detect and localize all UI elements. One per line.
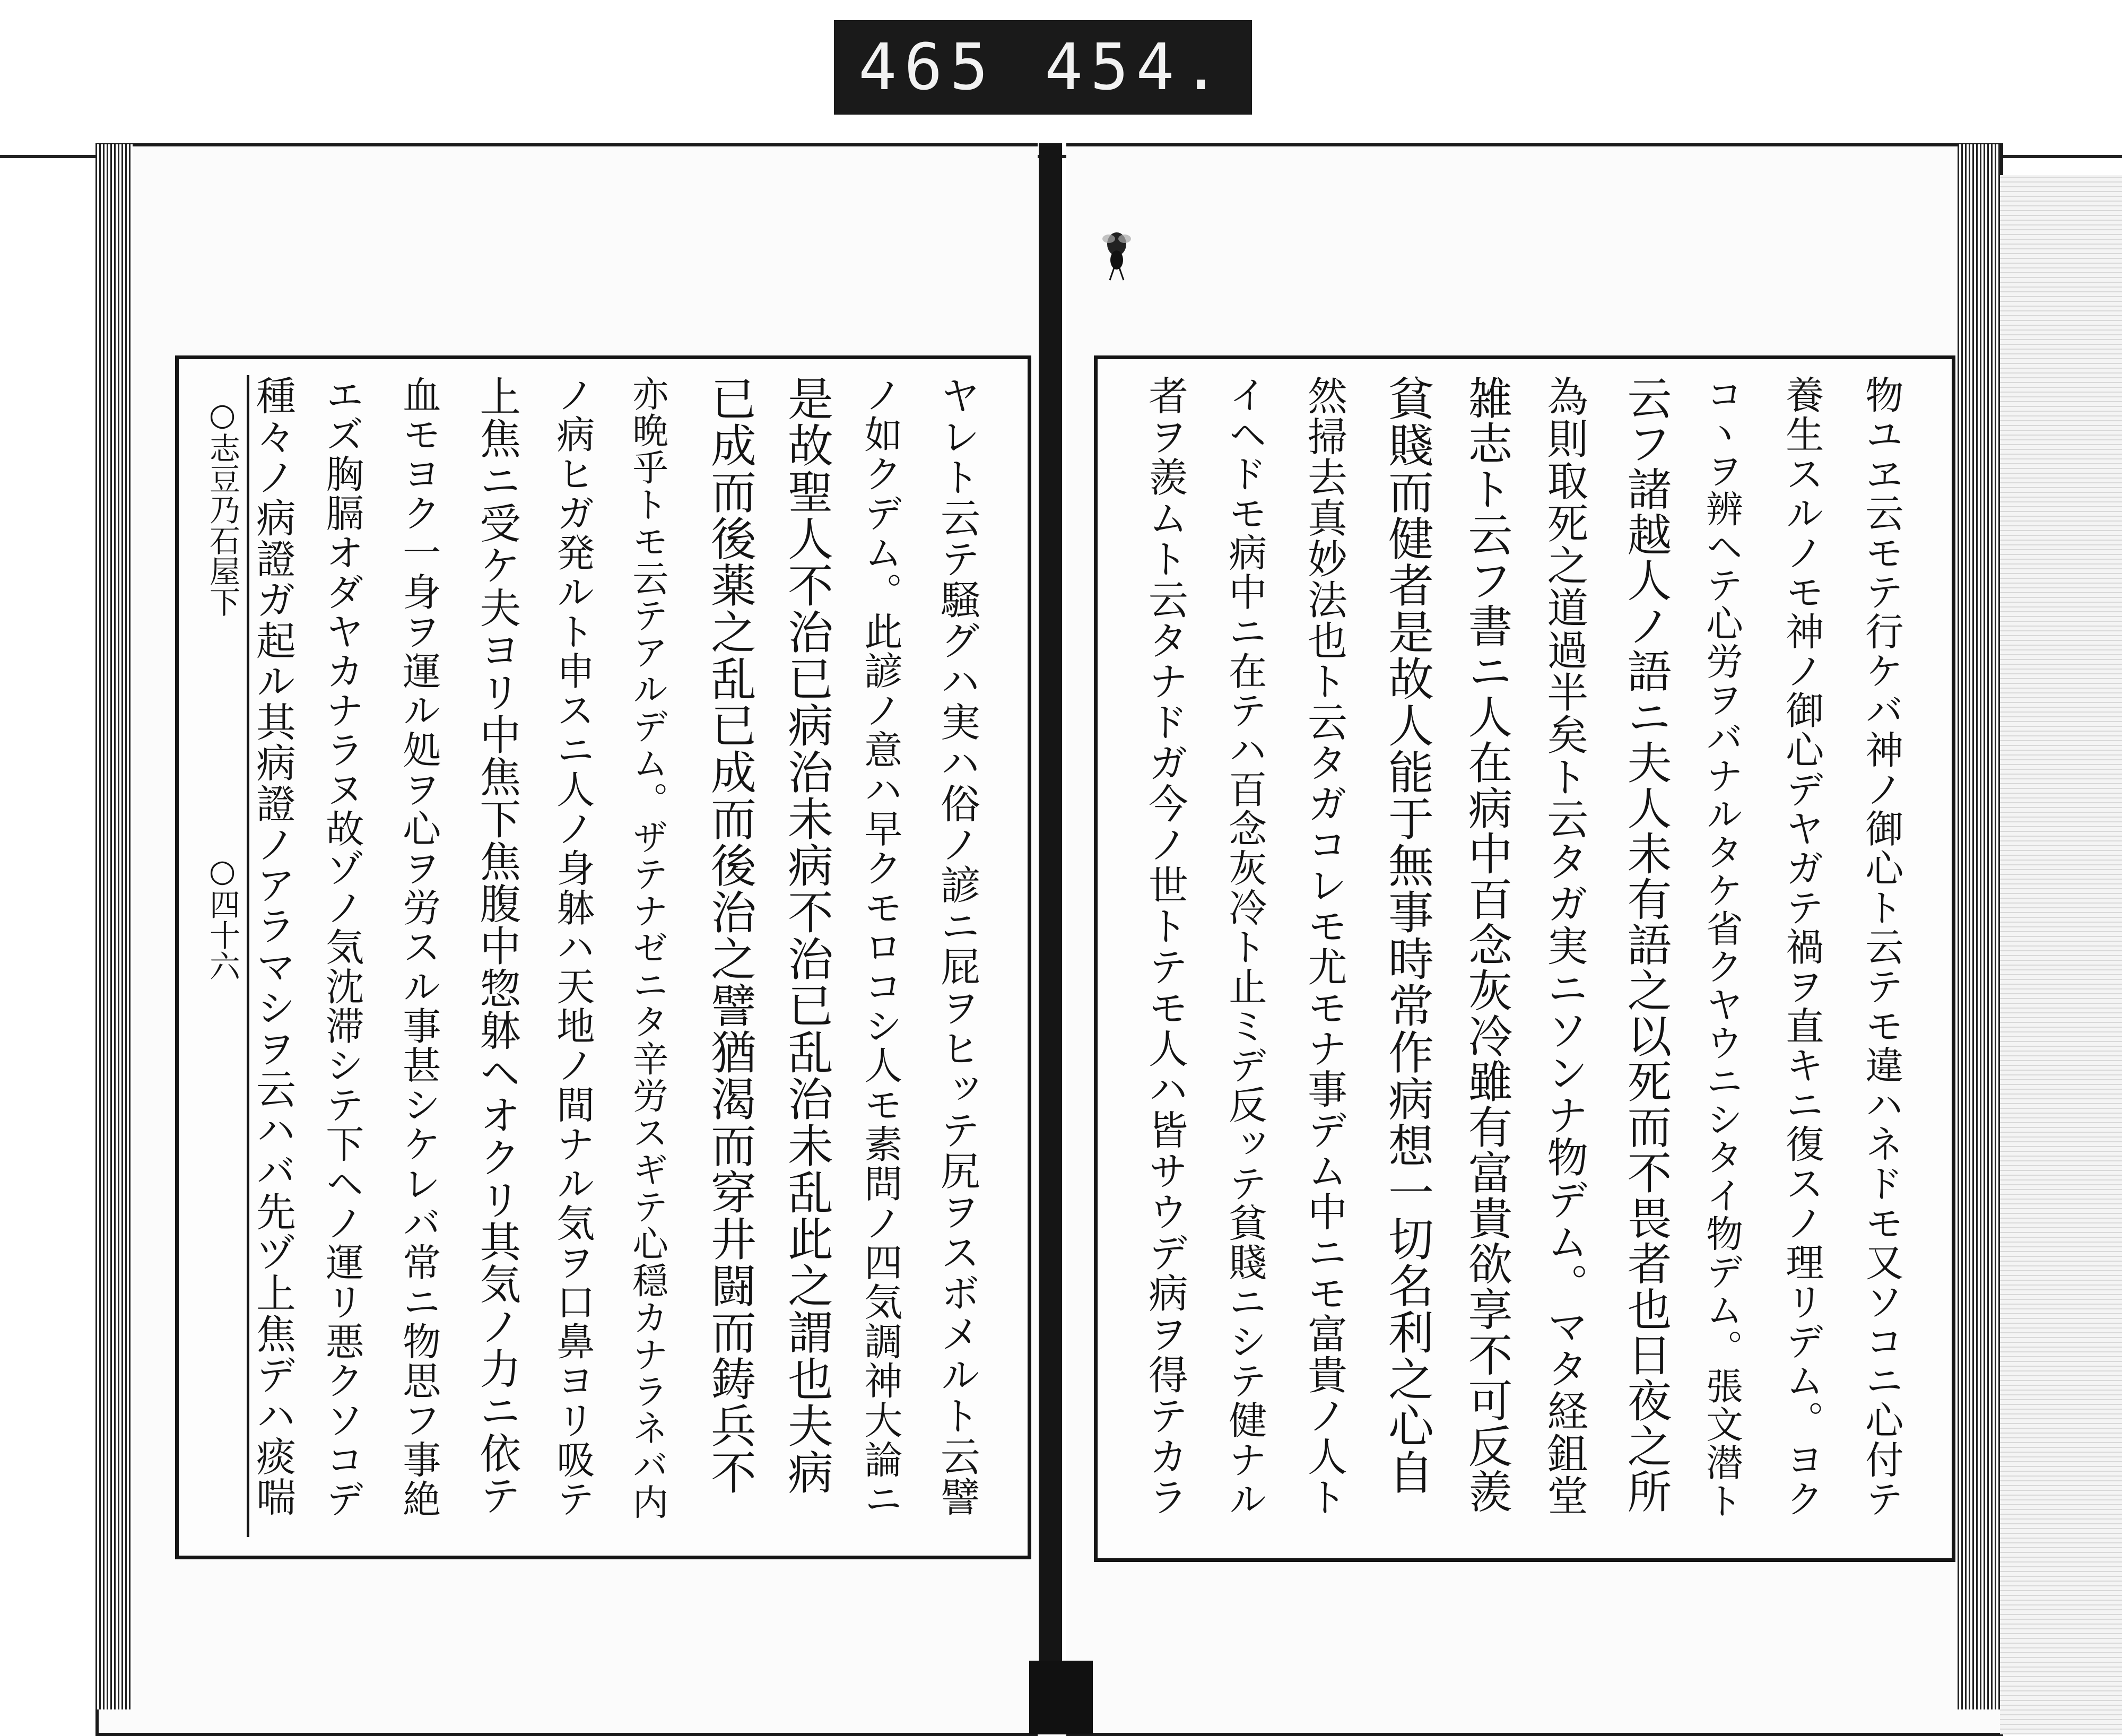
right-text-frame bbox=[1094, 355, 1955, 1562]
text-column: 貧賤而健者是故人能于無事時常作病想一切名利之心自 bbox=[1380, 375, 1433, 1496]
text-column: ノ如クデム。此諺ノ意ハ早クモロコシ人モ素問ノ四気調神大論ニ bbox=[857, 375, 902, 1519]
text-column: 上焦ニ受ケ夫ヨリ中焦下焦腹中惣躰ヘオクリ其気ノ力ニ依テ bbox=[473, 375, 521, 1517]
text-column: 已成而後薬之乱已成而後治之譬猶渴而穿井闘而鋳兵不 bbox=[703, 375, 756, 1496]
text-column: 是故聖人不治已病治未病不治已乱治未乱此之謂也夫病 bbox=[780, 375, 833, 1496]
frame-number-first: 465 bbox=[858, 30, 996, 105]
text-column: ノ病ヒガ発ルト申スニ人ノ身躰ハ天地ノ間ナル気ヲ口鼻ヨリ吸テ bbox=[550, 375, 595, 1519]
text-column: 雑志ト云フ書ニ人在病中百念灰冷雖有富貴欲享不可反羨 bbox=[1460, 375, 1512, 1515]
running-title: ○志豆乃石屋下 bbox=[204, 396, 240, 617]
right-page-edge bbox=[1958, 144, 2000, 1709]
text-column: 然掃去真妙法也ト云タガコレモ尤モナ事デム中ニモ富貴ノ人ト bbox=[1301, 375, 1348, 1518]
text-column: 物ユヱ云モテ行ケバ神ノ御心ト云テモ違ハネドモ又ソコニ心付テ bbox=[1858, 375, 1903, 1519]
frame-number-second: 454. bbox=[1044, 30, 1228, 105]
text-column: 云フ諸越人ノ語ニ夫人未有語之以死而不畏者也日夜之所 bbox=[1619, 375, 1672, 1515]
text-column: エズ胸膈オダヤカナラヌ故ゾノ気沈滞シテ下ヘノ運リ悪クソコデ bbox=[319, 375, 364, 1519]
text-column: ヤレト云テ騒グハ実ハ俗ノ諺ニ屁ヲヒッテ尻ヲスボメルト云譬 bbox=[934, 375, 981, 1518]
spine-foot bbox=[1029, 1661, 1093, 1734]
book-spine bbox=[1039, 143, 1062, 1734]
text-column: イヘドモ病中ニ在テハ百念灰冷ト止ミデ反ッテ貧賤ニシテ健ナル bbox=[1222, 375, 1267, 1519]
text-column: 血モヨク一身ヲ運ル処ヲ心ヲ労スル事甚シケレバ常ニ物思フ事絶 bbox=[396, 375, 441, 1519]
text-column: 亦晩乎トモ云テアルデム。ザテナゼニタ辛労スギテ心穏カナラネバ内 bbox=[627, 375, 669, 1521]
text-column: コヽヲ辨ヘテ心労ヲバナルタケ省クヤウニシタイ物デム。張文潜ト bbox=[1699, 375, 1743, 1520]
outer-page-stack bbox=[2000, 175, 2122, 1734]
text-column: 種々ノ病證ガ起ル其病證ノアラマシヲ云ハバ先ヅ上焦デハ痰喘 bbox=[249, 375, 297, 1518]
margin-column bbox=[188, 375, 249, 1537]
fly-speck-icon bbox=[1098, 223, 1135, 281]
left-page-edge bbox=[95, 144, 133, 1709]
text-column: 為則取死之道過半矣ト云タガ実ニソンナ物デム。マタ経鉏堂 bbox=[1540, 375, 1588, 1517]
frame-number-label bbox=[834, 20, 1252, 115]
page-number: ○四十六 bbox=[204, 853, 240, 981]
left-text-frame bbox=[175, 355, 1031, 1559]
text-column: 者ヲ羨ムト云タナドガ今ノ世トテモ人ハ皆サウデ病ヲ得テカラ bbox=[1142, 375, 1189, 1518]
text-column: 養生スルノモ神ノ御心デヤガテ禍ヲ直キニ復スノ理リデム。ヨク bbox=[1779, 375, 1824, 1519]
